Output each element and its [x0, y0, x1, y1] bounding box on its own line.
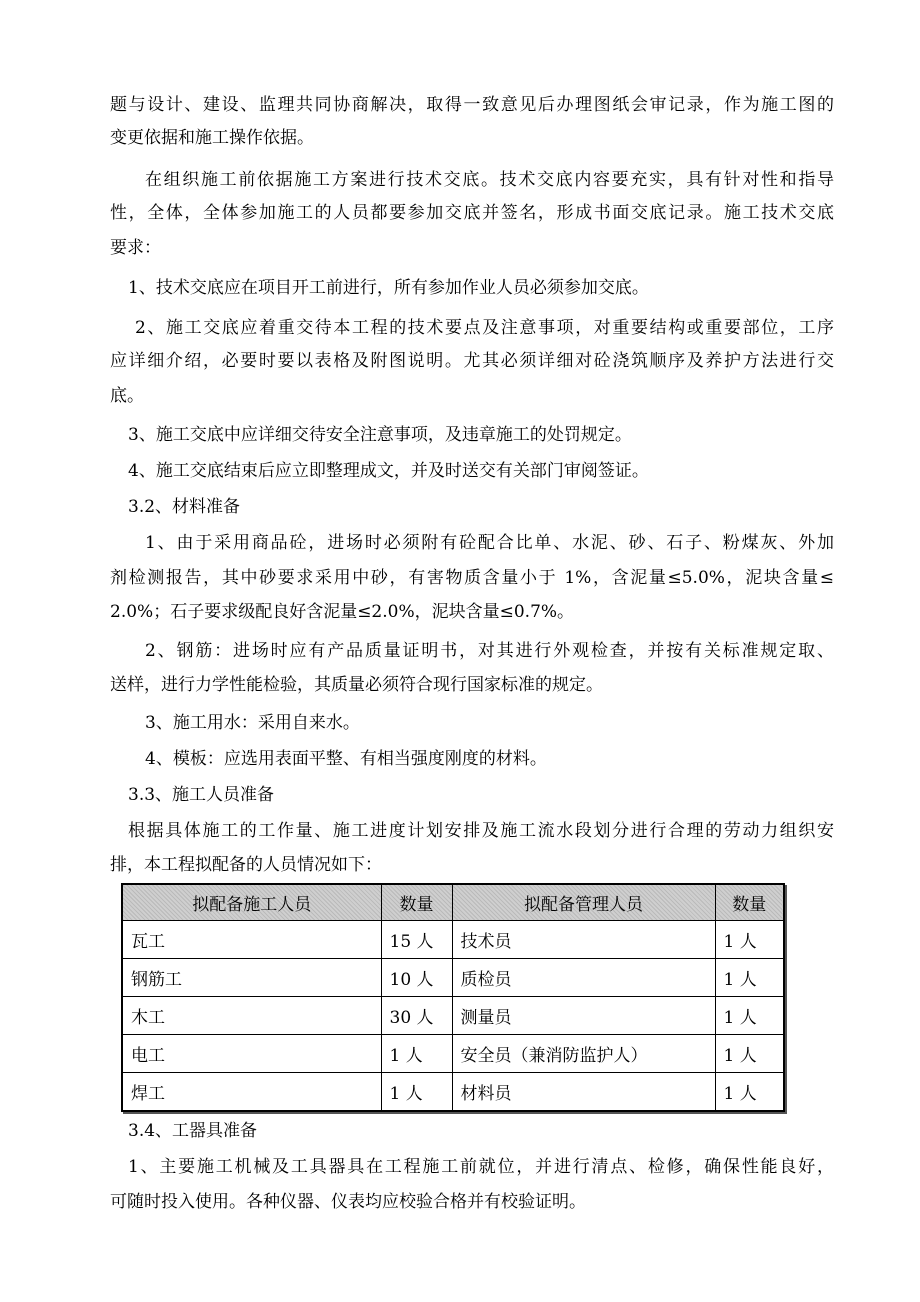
header-construction-staff: 拟配备施工人员 [122, 884, 381, 921]
table-cell: 技术员 [452, 921, 715, 959]
body-line: 2、施工交底应着重交待本工程的技术要点及注意事项，对重要结构或重要部位，工序 [135, 318, 834, 338]
table-cell: 木工 [122, 996, 381, 1034]
table-cell: 30 人 [381, 996, 452, 1034]
table-cell: 10 人 [381, 958, 452, 996]
body-line: 2、钢筋：进场时应有产品质量证明书，对其进行外观检查，并按有关标准规定取、 [145, 641, 834, 661]
body-line: 3、施工交底中应详细交待安全注意事项，及违章施工的处罚规定。 [128, 425, 632, 445]
table-row [122, 996, 784, 1034]
section-heading: 3.3、施工人员准备 [128, 785, 275, 805]
table-cell: 焊工 [122, 1072, 381, 1111]
section-heading: 3.2、材料准备 [128, 497, 241, 517]
body-line: 可随时投入使用。各种仪器、仪表均应校验合格并有校验证明。 [110, 1192, 586, 1212]
body-line: 4、模板：应选用表面平整、有相当强度刚度的材料。 [145, 749, 547, 769]
table-cell: 15 人 [381, 921, 452, 959]
header-quantity: 数量 [715, 884, 784, 921]
table-cell: 安全员（兼消防监护人） [452, 1034, 715, 1072]
section-heading: 3.4、工器具准备 [128, 1121, 258, 1141]
table-cell: 1 人 [381, 1072, 452, 1111]
table-cell: 1 人 [715, 1034, 784, 1072]
table-cell: 测量员 [452, 996, 715, 1034]
table-cell: 1 人 [715, 1072, 784, 1111]
body-line: 根据具体施工的工作量、施工进度计划安排及施工流水段划分进行合理的劳动力组织安 [128, 821, 834, 841]
body-line: 3、施工用水：采用自来水。 [145, 713, 360, 733]
table-cell: 质检员 [452, 958, 715, 996]
table-cell: 瓦工 [122, 921, 381, 959]
table-cell: 1 人 [715, 958, 784, 996]
body-line: 2.0%；石子要求级配良好含泥量≤2.0%，泥块含量≤0.7%。 [110, 602, 575, 622]
body-line: 要求： [110, 238, 161, 258]
table-row [122, 1034, 784, 1072]
body-line: 1、主要施工机械及工具器具在工程施工前就位，并进行清点、检修，确保性能良好， [128, 1157, 834, 1177]
table-row [122, 921, 784, 959]
body-line: 4、施工交底结束后应立即整理成文，并及时送交有关部门审阅签证。 [128, 461, 649, 481]
body-line: 送样，进行力学性能检验，其质量必须符合现行国家标准的规定。 [110, 675, 603, 695]
table-header-row [122, 884, 784, 921]
body-line: 变更依据和施工操作依据。 [110, 128, 314, 148]
table-row [122, 958, 784, 996]
table-cell: 1 人 [715, 921, 784, 959]
body-line: 底。 [110, 386, 144, 406]
table-cell: 1 人 [381, 1034, 452, 1072]
body-line: 排，本工程拟配备的人员情况如下： [110, 855, 382, 875]
body-line: 1、技术交底应在项目开工前进行，所有参加作业人员必须参加交底。 [128, 278, 649, 298]
body-line: 剂检测报告，其中砂要求采用中砂，有害物质含量小于 1%，含泥量≤5.0%，泥块含量≤ [110, 568, 834, 588]
table-cell: 电工 [122, 1034, 381, 1072]
staffing-table [121, 883, 785, 1112]
header-quantity: 数量 [381, 884, 452, 921]
table-cell: 1 人 [715, 996, 784, 1034]
table-cell: 材料员 [452, 1072, 715, 1111]
header-management-staff: 拟配备管理人员 [452, 884, 715, 921]
body-line: 题与设计、建设、监理共同协商解决，取得一致意见后办理图纸会审记录，作为施工图的 [110, 95, 834, 115]
body-line: 性，全体，全体参加施工的人员都要参加交底并签名，形成书面交底记录。施工技术交底 [110, 203, 834, 223]
body-line: 在组织施工前依据施工方案进行技术交底。技术交底内容要充实，具有针对性和指导 [145, 170, 834, 190]
body-line: 应详细介绍，必要时要以表格及附图说明。尤其必须详细对砼浇筑顺序及养护方法进行交 [110, 351, 834, 371]
table-row [122, 1072, 784, 1111]
table-cell: 钢筋工 [122, 958, 381, 996]
body-line: 1、由于采用商品砼，进场时必须附有砼配合比单、水泥、砂、石子、粉煤灰、外加 [145, 533, 834, 553]
